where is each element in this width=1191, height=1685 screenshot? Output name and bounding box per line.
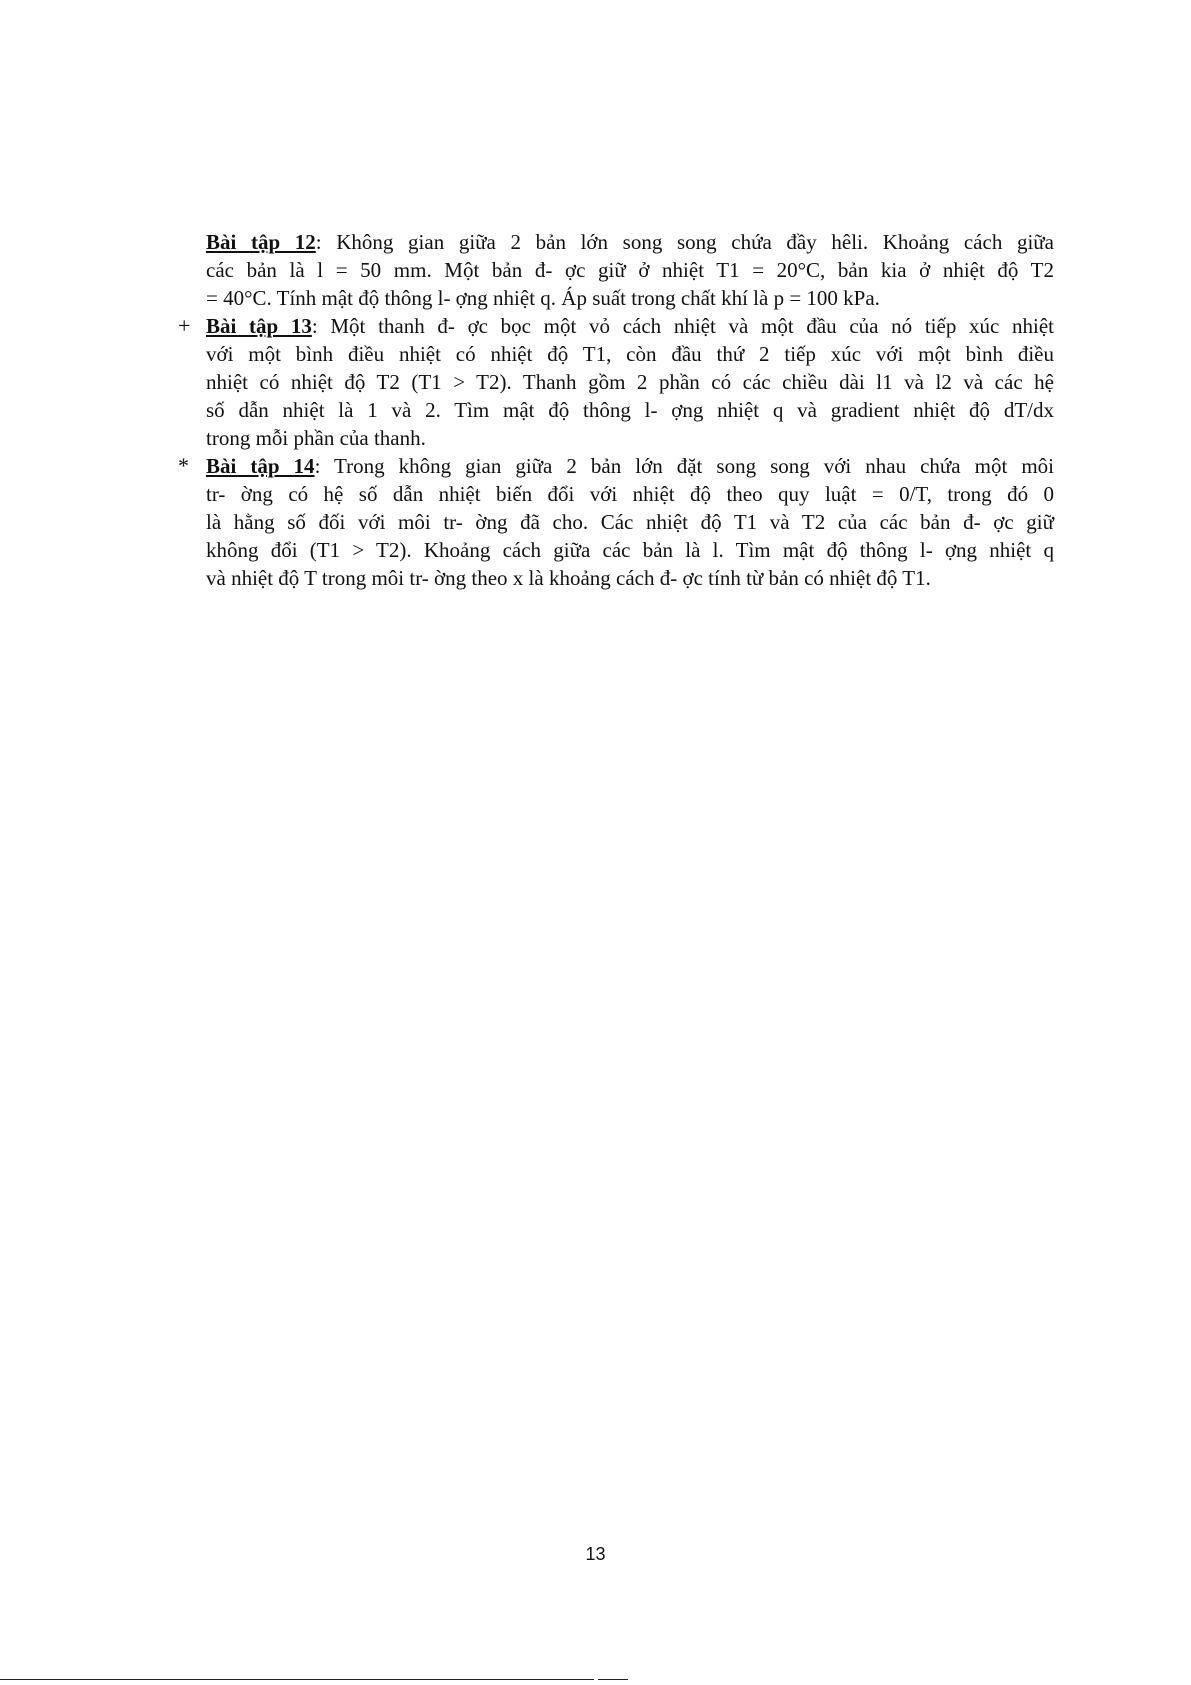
exercise-13-line-3: nhiệt có nhiệt độ T2 (T1 > T2). Thanh gồm 2 phần có các chiều dài l1 và l2 và các hệ [206, 370, 1054, 394]
exercise-12-line-3: = 40°C. Tính mật độ thông l- ợng nhiệt q. Áp suất trong chất khí là p = 100 kPa. [206, 286, 880, 310]
exercise-12-line-2: các bản là l = 50 mm. Một bản đ- ợc giữ ở nhiệt T1 = 20°C, bản kia ở nhiệt độ T2 [206, 258, 1054, 282]
exercise-list [178, 228, 1054, 592]
exercise-12 [178, 228, 1054, 312]
footer-rule [0, 1679, 594, 1680]
exercise-14-line-4: không đổi (T1 > T2). Khoảng cách giữa các bản là l. Tìm mật độ thông l- ợng nhiệt q [206, 538, 1054, 562]
exercise-14-line-5: và nhiệt độ T trong môi tr- ờng theo x là khoảng cách đ- ợc tính từ bản có nhiệt độ T1. [206, 566, 931, 590]
exercise-14-line-1 [206, 452, 1054, 480]
exercise-12-line-1 [206, 228, 1054, 256]
footer-rule-short [598, 1679, 628, 1680]
exercise-12-line-1-text: : Không gian giữa 2 bản lớn song song chứa đầy hêli. Khoảng cách giữa [315, 230, 1054, 254]
page-number: 13 [585, 1544, 606, 1564]
exercise-13-marker: + [178, 313, 191, 338]
exercise-12-label: Bài tập 12 [206, 230, 316, 254]
exercise-13-label: Bài tập 13 [206, 314, 312, 338]
exercise-13-line-1-text: : Một thanh đ- ợc bọc một vỏ cách nhiệt và một đầu của nó tiếp xúc nhiệt [311, 314, 1054, 338]
exercise-14-label: Bài tập 14 [206, 454, 315, 478]
exercise-13-line-1 [206, 312, 1054, 340]
exercise-14-line-2: tr- ờng có hệ số dẫn nhiệt biến đổi với nhiệt độ theo quy luật = 0/T, trong đó 0 [206, 482, 1054, 506]
exercise-13-line-4: số dẫn nhiệt là 1 và 2. Tìm mật độ thông l- ợng nhiệt q và gradient nhiệt độ dT/dx [206, 398, 1054, 422]
exercise-13-line-5: trong mỗi phần của thanh. [206, 426, 426, 450]
exercise-14 [178, 452, 1054, 592]
exercise-14-line-1-text: : Trong không gian giữa 2 bản lớn đặt song song với nhau chứa một môi [314, 454, 1054, 478]
exercise-13-line-2: với một bình điều nhiệt có nhiệt độ T1, còn đầu thứ 2 tiếp xúc với một bình điều [206, 342, 1054, 366]
exercise-14-marker: * [178, 453, 189, 478]
exercise-13 [178, 312, 1054, 452]
exercise-14-line-3: là hằng số đối với môi tr- ờng đã cho. Các nhiệt độ T1 và T2 của các bản đ- ợc giữ [206, 510, 1054, 534]
